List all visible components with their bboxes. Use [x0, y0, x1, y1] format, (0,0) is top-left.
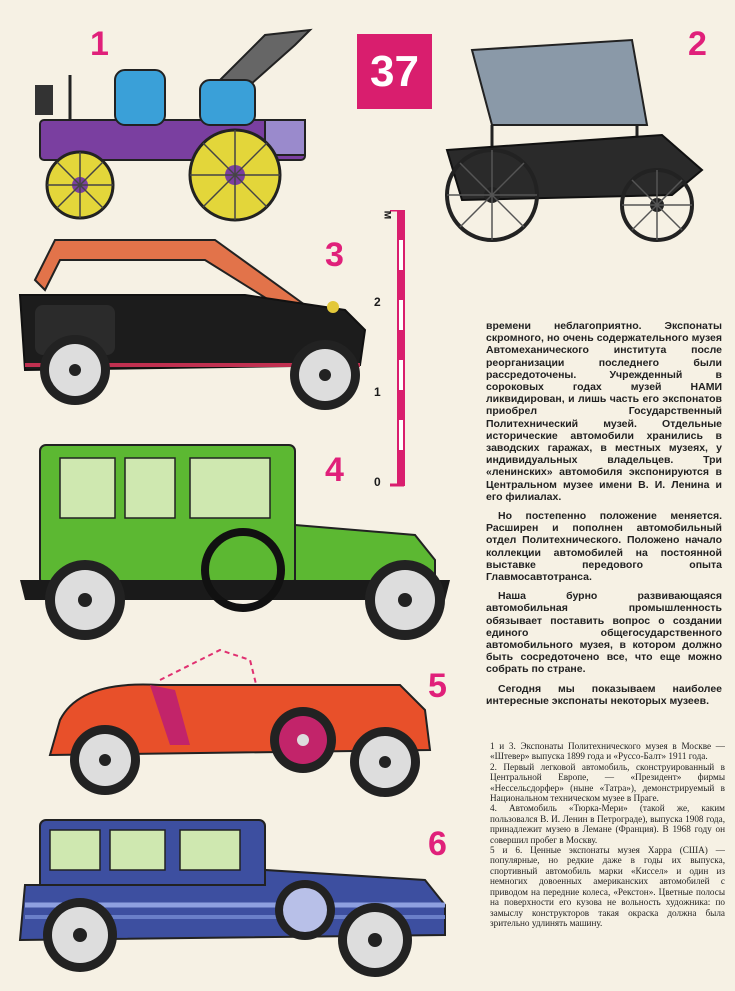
car-2-illustration [432, 30, 722, 245]
page-number-badge [357, 34, 432, 109]
article-paragraph-4: Сегодня мы показываем наиболее интересные экспонаты некоторых музеев. [486, 682, 722, 707]
article-paragraph-3: Наша бурно развивающаяся автомобильная промышленность обязывает поставить вопрос о создании единого общегосударственного автомобильного музея, в котором должно быть сосредоточено все, что еще можно собрать по стране. [486, 590, 722, 676]
article-paragraph-2: Но постепенно положение меняется. Расширен и пополнен автомобильный отдел Политехнического. Положено начало коллекции автомобилей на постоянной выставке передового опыта Главмосавтотранса. [486, 510, 722, 584]
caption-1-3: 1 и 3. Экспонаты Политехнического музея в Москве — «Штевер» выпуска 1899 года и «Руссо-Балт» 1911 года. [490, 741, 725, 762]
car-label-2: 2 [688, 25, 707, 63]
car-6-illustration [5, 815, 455, 980]
car-label-3: 3 [325, 236, 344, 274]
car-3-illustration [15, 235, 370, 415]
scale-unit-label: м [381, 210, 396, 220]
page-number: 37 [370, 46, 419, 96]
car-label-5: 5 [428, 667, 447, 705]
scale-tick-2: 2 [374, 295, 381, 309]
illustration-captions [490, 741, 725, 928]
article-body [486, 320, 722, 714]
car-4-illustration [15, 440, 455, 645]
scale-tick-1: 1 [374, 385, 381, 399]
caption-5-6: 5 и 6. Ценные экспонаты музея Харра (США) — популярные, но редкие даже в годы их выпуска, спортивный автомобиль марки «Киссел» и один из немногих довоенных американских автомобилей с приводом на передние колеса, «Рекстон». Цветные полосы на поверхности его кузова не вольность художника: по замыслу конструкторов такая окраска должна была зрительно удлинять машину. [490, 845, 725, 928]
car-label-4: 4 [325, 451, 344, 489]
car-5-illustration [20, 640, 450, 800]
caption-4: 4. Автомобиль «Тюрка-Мери» (такой же, каким пользовался В. И. Ленин в Петрограде), выпуска 1908 года, принадлежит музею в Лемане (Франция). В 1968 году он совершил пробег в Москву. [490, 803, 725, 845]
car-label-6: 6 [428, 825, 447, 863]
car-1-illustration [25, 25, 335, 225]
article-paragraph-1: времени неблагоприятно. Экспонаты скромного, но очень содержательного музея Автомеханического института после реорганизации последнего были рассредоточены. Учрежденный в сороковых годах музей НАМИ ликвидирован, и лишь часть его экспонатов приобрел Государственный Политехнический музей. Отдельные исторические автомобили хранились в заводских гаражах, в местных музеях, у индивидуальных владельцев. Три «ленинских» автомобиля экспонируются в Центральном музее имени В. И. Ленина и его филиалах. [486, 320, 722, 503]
car-label-1: 1 [90, 25, 109, 63]
scale-tick-0: 0 [374, 475, 381, 489]
caption-2: 2. Первый легковой автомобиль, сконструированный в Центральной Европе, — «Президент» фирмы «Нессельсдорфер» (ныне «Татра»), демонстрируемый в Национальном техническом музее в Праге. [490, 761, 725, 804]
